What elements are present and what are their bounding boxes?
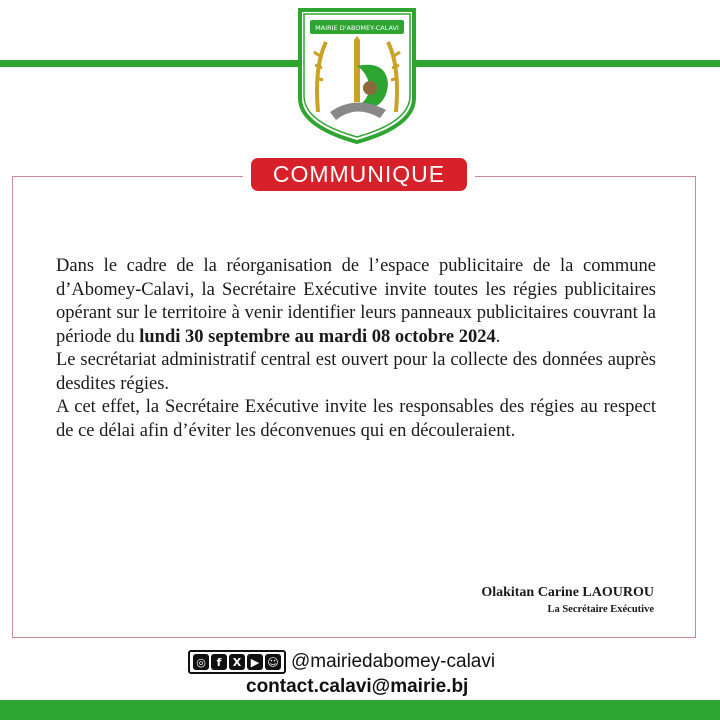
signature-title: La Secrétaire Exécutive bbox=[547, 604, 654, 615]
bottom-green-band bbox=[0, 700, 720, 720]
communique-label: COMMUNIQUE bbox=[251, 158, 467, 191]
paragraph-1 bbox=[56, 255, 656, 349]
instagram-icon[interactable]: ◎ bbox=[193, 654, 209, 670]
paragraph-1-text: Dans le cadre de la réorganisation de l’espace publicitaire de la commune d’Abomey-Calavi, la Secrétaire Exécutive invite toutes les régies publicitaires opérant sur le territoire à venir identifier leurs panneaux publicitaires couvrant la période du bbox=[56, 256, 656, 347]
facebook-icon[interactable]: f bbox=[211, 654, 227, 670]
social-handle[interactable]: @mairiedabomey-calavi bbox=[291, 651, 496, 672]
paragraph-1-end: . bbox=[495, 326, 501, 347]
signature-name: Olakitan Carine LAOUROU bbox=[481, 585, 654, 600]
contact-email[interactable]: contact.calavi@mairie.bj bbox=[246, 676, 469, 697]
communique-body bbox=[56, 255, 656, 443]
mairie-logo bbox=[296, 6, 418, 146]
social-row bbox=[188, 650, 495, 674]
paragraph-2: Le secrétariat administratif central est ouvert pour la collecte des données auprès desdites régies. bbox=[56, 350, 656, 394]
signature-block bbox=[481, 585, 654, 615]
paragraph-3: A cet effet, la Secrétaire Exécutive invite les responsables des régies au respect de ce délai afin d’éviter les déconvenues qui en découleraient. bbox=[56, 397, 656, 441]
logo-lettering: MAIRIE D'ABOMEY-CALAVI bbox=[315, 24, 399, 32]
social-icons bbox=[188, 650, 286, 674]
communique-badge bbox=[243, 155, 475, 195]
x-icon[interactable]: X bbox=[229, 654, 245, 670]
contact-footer bbox=[188, 650, 495, 698]
snapchat-icon[interactable]: ☺ bbox=[265, 654, 281, 670]
youtube-icon[interactable]: ▶ bbox=[247, 654, 263, 670]
paragraph-1-dates: lundi 30 septembre au mardi 08 octobre 2024 bbox=[139, 326, 496, 347]
